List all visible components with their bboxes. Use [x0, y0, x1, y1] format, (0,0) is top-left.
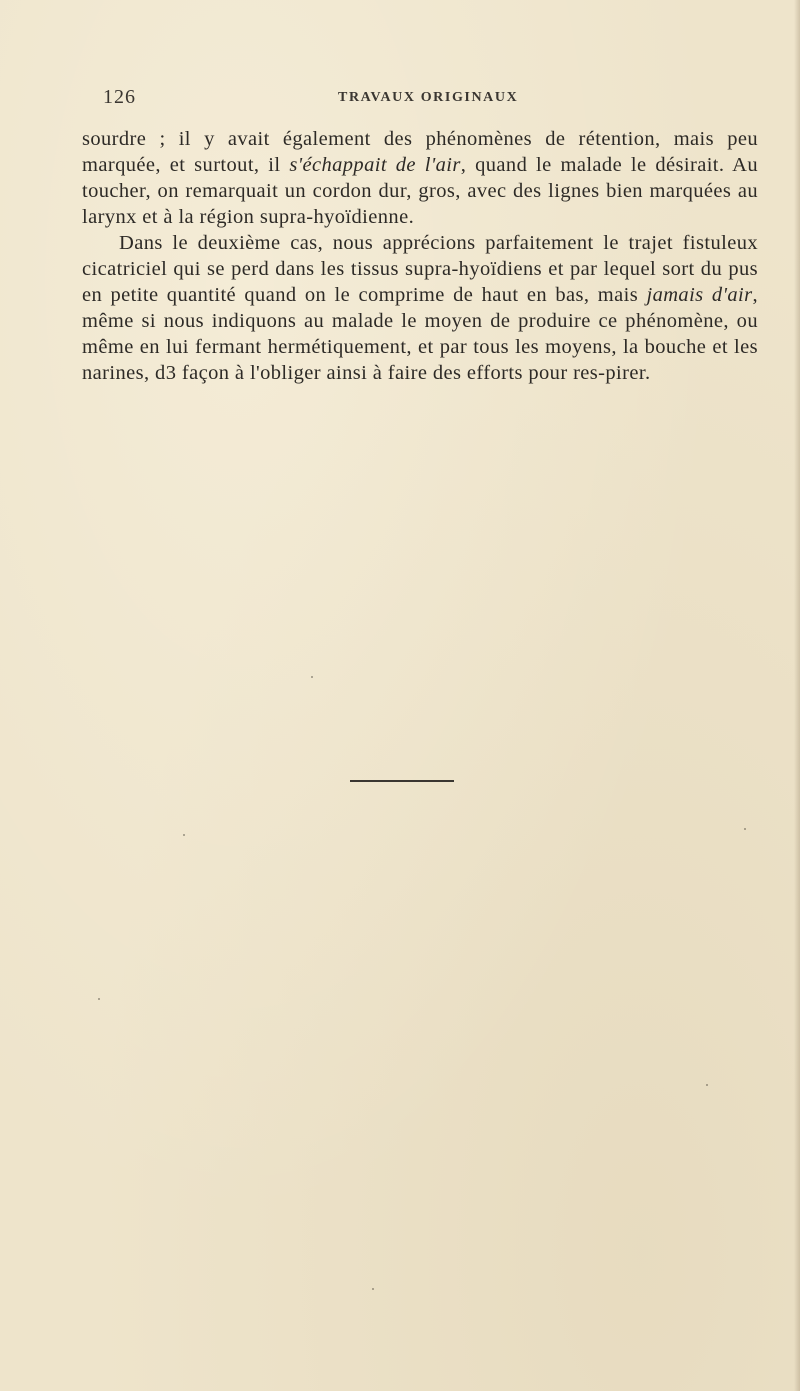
paragraph-1-text-after: , quand le malade le désirait. Au toucher, on remarquait un cordon dur, gros, avec des lignes bien marquées au larynx et à la région supra-hyoïdienne. [82, 154, 758, 228]
section-separator-rule [350, 780, 454, 782]
paragraph-2-text-after: , même si nous indiquons au malade le moyen de produire ce phénomène, ou même en lui fermant hermétiquement, et par tous les moyens, la bouche et les narines, d3 façon à l'obliger ainsi à faire des efforts pour res-pirer. [82, 284, 759, 384]
running-head [0, 86, 800, 110]
paragraph-1 [82, 126, 758, 230]
paper-speck [98, 998, 100, 1000]
paragraph-1-text-before: sourdre ; il y avait également des phénomènes de rétention, mais peu marquée, et surtout, il [82, 128, 758, 176]
paper-speck [372, 1288, 374, 1290]
paragraph-2 [82, 230, 758, 386]
running-title: TRAVAUX ORIGINAUX [338, 90, 519, 105]
paper-speck [706, 1084, 708, 1086]
page-number: 126 [103, 86, 136, 108]
paper-speck [744, 828, 746, 830]
paragraph-1-italic: s'échappait de l'air [289, 154, 461, 176]
paragraph-2-italic: jamais d'air [646, 284, 753, 306]
paper-speck [183, 834, 185, 836]
paper-speck [311, 676, 313, 678]
paragraph-2-text-before: Dans le deuxième cas, nous apprécions parfaitement le trajet fistuleux cicatriciel qui se perd dans les tissus supra-hyoïdiens et par lequel sort du pus en petite quantité quand on le comprime de haut en bas, mais [82, 232, 758, 306]
page-edge-shadow [794, 0, 800, 1391]
body-text [82, 126, 758, 386]
